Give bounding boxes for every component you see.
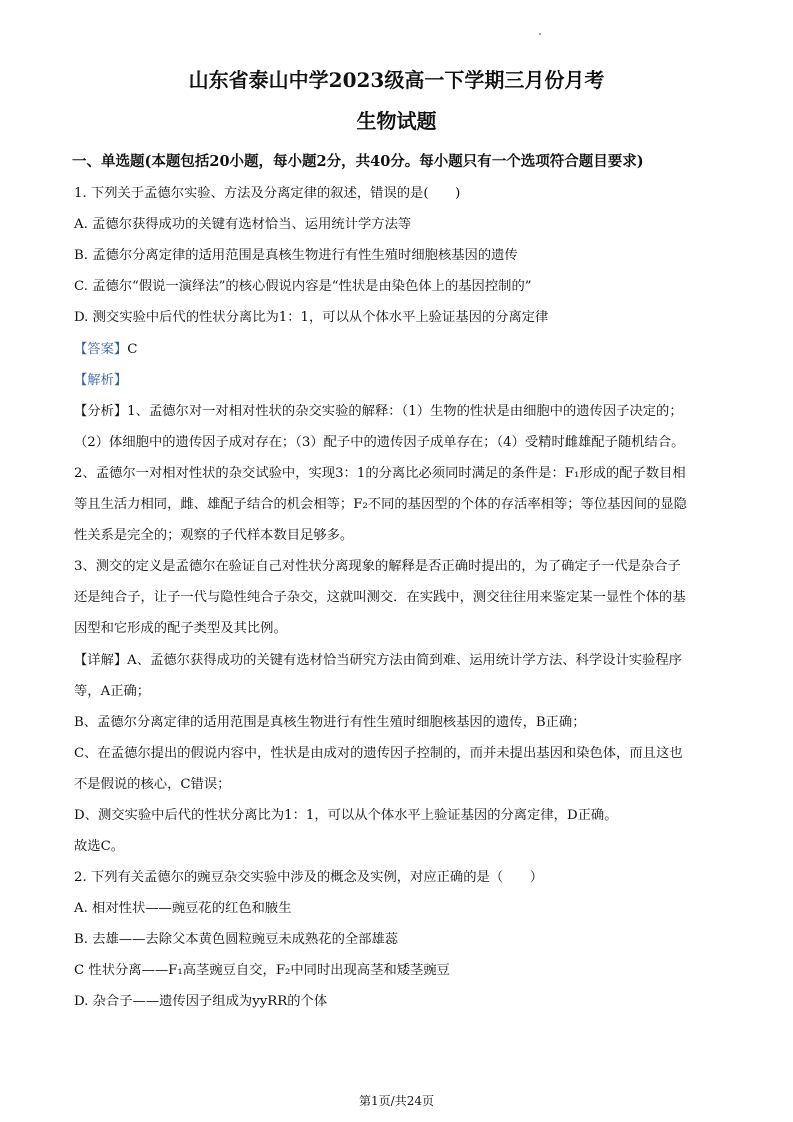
- analysis-line: 因型和它形成的配子类型及其比例。: [74, 621, 287, 636]
- page-title: 山东省泰山中学2023级高一下学期三月份月考: [188, 68, 605, 92]
- analysis-line: 2、孟德尔一对相对性状的杂交试验中，实现3：1的分离比必须同时满足的条件是：F₁形成的配子数目相: [74, 466, 686, 481]
- section-heading: 一、单选题(本题包括20小题，每小题2分，共40分。每小题只有一个选项符合题目要求): [72, 153, 644, 170]
- detail-line: D、测交实验中后代的性状分离比为1：1，可以从个体水平上验证基因的分离定律，D正确。: [74, 808, 618, 823]
- analysis-line: 性关系是完全的；观察的子代样本数目足够多。: [74, 528, 354, 543]
- detail-line: 不是假说的核心，C错误；: [74, 777, 231, 792]
- analysis-line: 3、测交的定义是孟德尔在验证自己对性状分离现象的解释是否正确时提出的，为了确定子一代是杂合子: [74, 559, 681, 574]
- answer-label: 【答案】: [74, 342, 128, 357]
- q2-option-d: D. 杂合子——遗传因子组成为yyRR的个体: [74, 994, 328, 1009]
- q1-option-c: C. 孟德尔“假说一演绎法”的核心假说内容是“性状是由染色体上的基因控制的”: [74, 279, 532, 294]
- analysis-line: 【分析】1、孟德尔对一对相对性状的杂交实验的解释：（1）生物的性状是由细胞中的遗传因子决定的；: [74, 404, 683, 419]
- q1-option-b: B. 孟德尔分离定律的适用范围是真核生物进行有性生殖时细胞核基因的遗传: [74, 248, 518, 263]
- detail-line: B、孟德尔分离定律的适用范围是真核生物进行有性生殖时细胞核基因的遗传，B正确；: [74, 715, 586, 730]
- scan-dot: [539, 33, 541, 35]
- analysis-line: 等且生活力相同，雌、雄配子结合的机会相等；F₂不同的基因型的个体的存活率相等；等位基因间的显隐: [74, 497, 687, 512]
- conclusion-line: 故选C。: [74, 839, 125, 854]
- analysis-line: 还是纯合子，让子一代与隐性纯合子杂交，这就叫测交．在实践中，测交往往用来鉴定某一显性个体的基: [74, 590, 686, 605]
- page-footer: 第1页/共24页: [359, 1094, 434, 1108]
- q1-option-d: D. 测交实验中后代的性状分离比为1：1，可以从个体水平上验证基因的分离定律: [74, 310, 549, 325]
- q2-option-c: C 性状分离——F₁高茎豌豆自交，F₂中同时出现高茎和矮茎豌豆: [74, 963, 450, 978]
- q1-option-a: A. 孟德尔获得成功的关键有选材恰当、运用统计学方法等: [74, 217, 412, 232]
- detail-line: C、在孟德尔提出的假说内容中，性状是由成对的遗传因子控制的，而并未提出基因和染色体，而且这也: [74, 746, 683, 761]
- answer-value: C: [127, 342, 138, 357]
- page-subtitle: 生物试题: [356, 109, 437, 133]
- detail-line: 【详解】A、孟德尔获得成功的关键有选材恰当研究方法由简到难、运用统计学方法、科学设计实验程序: [74, 653, 682, 668]
- analysis-line: （2）体细胞中的遗传因子成对存在；（3）配子中的遗传因子成单存在；（4）受精时雌雄配子随机结合。: [74, 435, 685, 450]
- analysis-label: 【解析】: [74, 373, 128, 388]
- q1-stem: 1. 下列关于孟德尔实验、方法及分离定律的叙述，错误的是( ): [74, 186, 461, 201]
- q1-answer: [74, 338, 137, 357]
- q2-option-b: B. 去雄——去除父本黄色圆粒豌豆未成熟花的全部雄蕊: [74, 932, 399, 947]
- detail-line: 等，A正确；: [74, 684, 151, 699]
- q2-stem: 2. 下列有关孟德尔的豌豆杂交实验中涉及的概念及实例，对应正确的是（ ）: [74, 870, 544, 885]
- q2-option-a: A. 相对性状——豌豆花的红色和腋生: [74, 901, 292, 916]
